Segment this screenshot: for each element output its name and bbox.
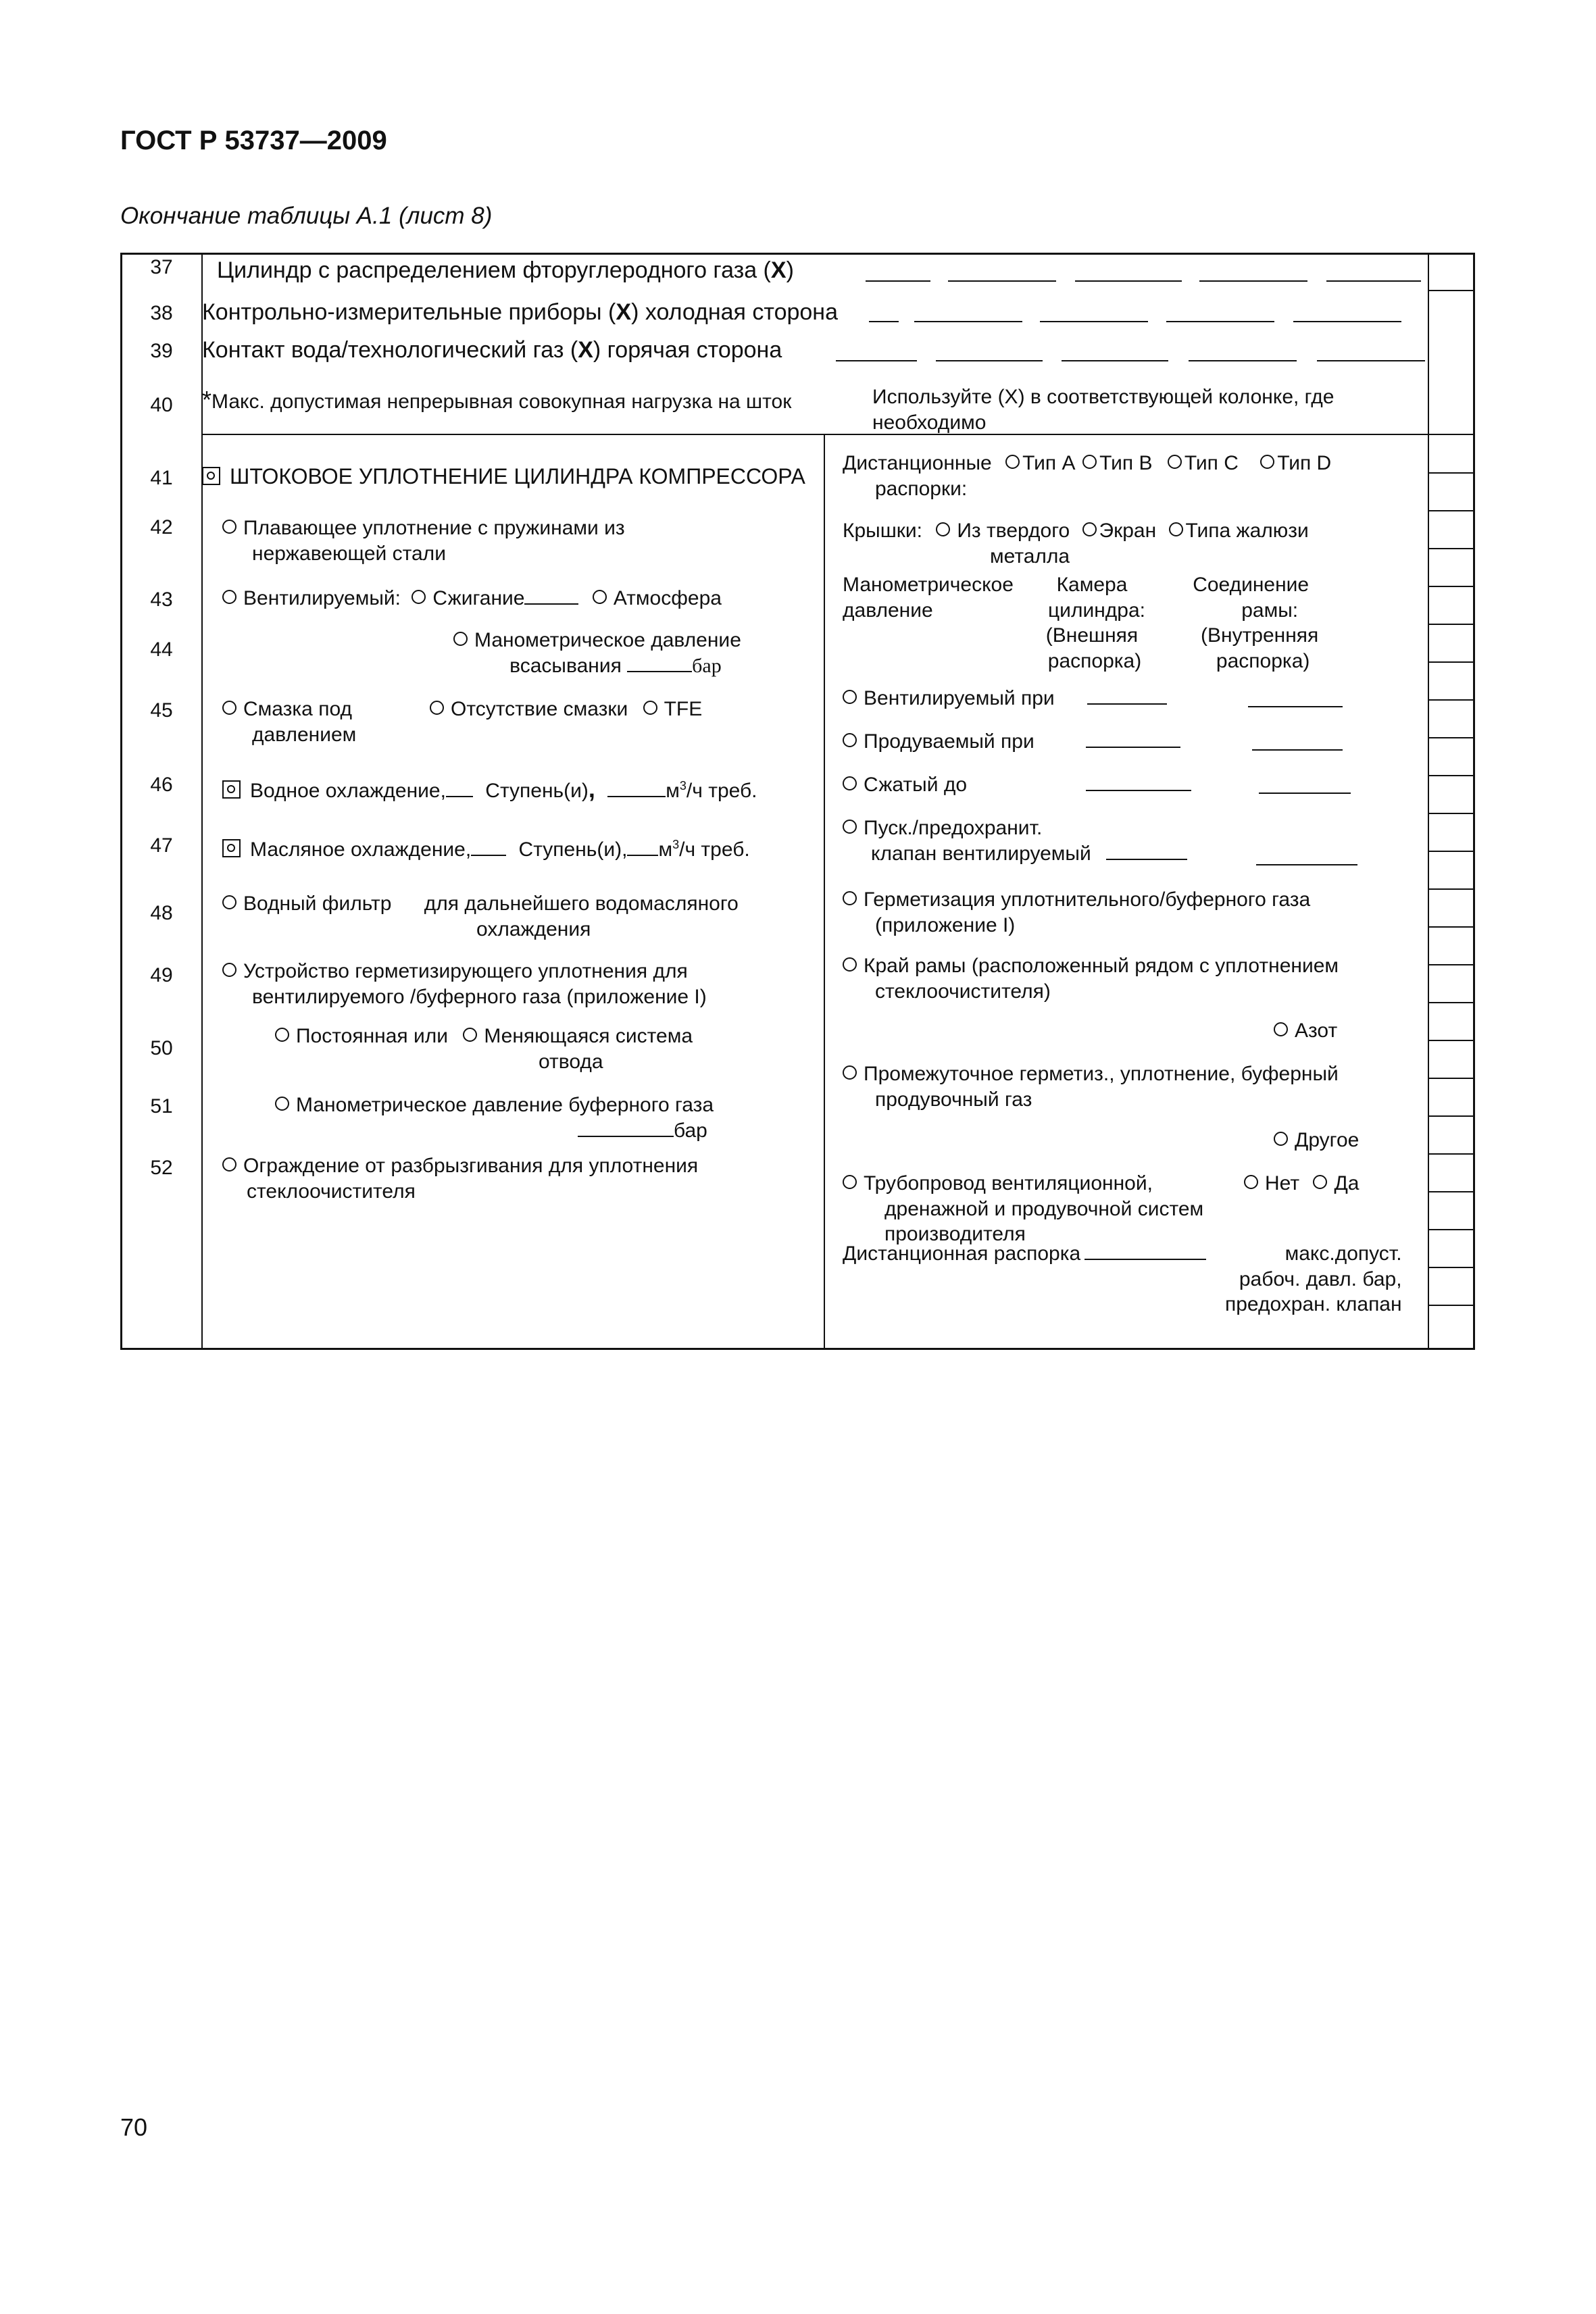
page-number: 70 — [120, 2113, 148, 2141]
piping-line: Трубопровод вентиляционной, дренажной и продувочной систем производителя — [843, 1171, 1203, 1247]
yes-radio[interactable] — [1313, 1175, 1327, 1189]
mark-cell-line — [1428, 1115, 1475, 1117]
row-39-blank[interactable] — [1189, 360, 1297, 361]
row-number: 43 — [150, 588, 173, 611]
purged-at-blank-2[interactable] — [1252, 749, 1343, 751]
relief-valve-blank-2[interactable] — [1256, 864, 1357, 865]
buffer-gas-pressure-radio[interactable] — [275, 1097, 289, 1111]
frame-edge-radio[interactable] — [843, 957, 857, 972]
sealing-device-radio[interactable] — [222, 963, 236, 977]
mark-cell-line — [1428, 1040, 1475, 1041]
mark-cell-line — [1428, 926, 1475, 928]
oil-cooling-checkbox[interactable] — [222, 839, 241, 857]
suction-gauge-option: Манометрическое давление всасывания бар — [453, 628, 741, 678]
row-37-blank[interactable] — [1326, 280, 1421, 282]
no-radio[interactable] — [1244, 1175, 1258, 1189]
row-number: 44 — [150, 638, 173, 661]
piping-radio[interactable] — [843, 1175, 857, 1189]
mark-cell-line — [1428, 510, 1475, 511]
constant-radio[interactable] — [275, 1028, 289, 1042]
row-number: 45 — [150, 699, 173, 722]
covers-line: Крышки: Из твердого Экран Типа жалюзи металла — [843, 520, 1309, 568]
mark-cell-line — [1428, 1191, 1475, 1192]
burn-radio[interactable] — [412, 590, 426, 604]
row-40-left: *Макс. допустимая непрерывная совокупная нагрузка на шток — [202, 386, 792, 413]
mark-cell-line — [1428, 1267, 1475, 1268]
mark-cell-line — [1428, 472, 1475, 474]
row-38-blank[interactable] — [914, 321, 1022, 322]
row-38-blank[interactable] — [1166, 321, 1274, 322]
intermediate-seal-radio[interactable] — [843, 1065, 857, 1080]
mark-cell-line — [1428, 661, 1475, 663]
piping-yes-no: Нет Да — [1244, 1171, 1359, 1197]
row-number: 50 — [150, 1037, 173, 1059]
col-divider-mark — [1428, 255, 1429, 1350]
lube-line: Смазка под давлением — [222, 697, 356, 747]
col-divider-middle — [824, 434, 825, 1350]
row-38-label: Контрольно-измерительные приборы (X) холодная сторона — [202, 299, 838, 325]
lube-radio[interactable] — [222, 701, 236, 715]
water-filter-line: Водный фильтр для дальнейшего водомасляного охлаждения — [222, 891, 739, 942]
floating-seal-option[interactable]: Плавающее уплотнение с пружинами из нержавеющей стали — [222, 515, 625, 566]
louver-radio[interactable] — [1169, 522, 1183, 536]
other-radio[interactable] — [1274, 1132, 1288, 1146]
mark-cell-line — [1428, 548, 1475, 549]
row-number: 48 — [150, 902, 173, 924]
frame-heading: Соединение рамы: (Внутренняя распорка) — [1193, 574, 1319, 672]
mark-cell-line — [1428, 851, 1475, 852]
document-header: ГОСТ Р 53737—2009 — [120, 126, 387, 155]
row-37-blank[interactable] — [1199, 280, 1307, 282]
row-number: 52 — [150, 1157, 173, 1179]
row-39-blank[interactable] — [836, 360, 917, 361]
splash-guard-line: Ограждение от разбрызгивания для уплотнения стеклоочистителя — [222, 1153, 698, 1204]
compressed-to-blank-2[interactable] — [1259, 793, 1351, 794]
distance-pieces-line: Дистанционные Тип A Тип B Тип C Тип D распорки: — [843, 452, 1332, 500]
mark-cell-line — [1428, 737, 1475, 738]
row-39-blank[interactable] — [1317, 360, 1425, 361]
no-lube-option: Отсутствие смазки TFE — [430, 697, 702, 722]
gauge-pressure-heading: Манометрическое давление — [843, 574, 1014, 622]
row-number: 49 — [150, 964, 173, 986]
mark-cell-line — [1428, 775, 1475, 776]
solid-metal-radio[interactable] — [936, 522, 950, 536]
splash-guard-radio[interactable] — [222, 1157, 236, 1172]
gas-seal-line: Герметизация уплотнительного/буферного газа (приложение I) — [843, 887, 1310, 938]
row-number: 40 — [150, 394, 173, 416]
row-number: 51 — [150, 1095, 173, 1117]
purged-at-radio[interactable] — [843, 733, 857, 747]
row-39-blank[interactable] — [936, 360, 1043, 361]
nitrogen-option: Азот — [1274, 1018, 1337, 1044]
intermediate-seal-line: Промежуточное герметиз., уплотнение, буферный продувочный газ — [843, 1061, 1339, 1112]
mark-cell-line — [1428, 813, 1475, 814]
row-38-blank[interactable] — [1293, 321, 1401, 322]
gas-seal-radio[interactable] — [843, 891, 857, 905]
row-number: 39 — [150, 340, 173, 362]
max-pressure-note: макс.допуст. рабоч. давл. бар, предохран. клапан — [1225, 1242, 1402, 1315]
vented-radio[interactable] — [222, 590, 236, 604]
frame-edge-line: Край рамы (расположенный рядом с уплотнением стеклоочистителя) — [843, 953, 1339, 1004]
mark-cell-line — [1428, 1305, 1475, 1306]
buffer-gas-pressure-line: Манометрическое давление буферного газа бар — [275, 1092, 714, 1143]
sealing-device-line: Устройство герметизирующего уплотнения для вентилируемого /буферного газа (приложение I) — [222, 959, 707, 1009]
mark-cell-line — [1428, 888, 1475, 890]
discharge-system-line: Постоянная или Меняющаяся система отвода — [275, 1024, 693, 1074]
nitrogen-radio[interactable] — [1274, 1022, 1288, 1036]
row-40-right: Используйте (X) в соответствующей колонке, где необходимо — [872, 386, 1335, 434]
row-39-label: Контакт вода/технологический газ (X) горячая сторона — [202, 337, 782, 363]
mark-cell-line — [1428, 1153, 1475, 1155]
purged-at-line: Продуваемый при — [843, 729, 1180, 755]
variable-radio[interactable] — [463, 1028, 477, 1042]
row-number: 41 — [150, 467, 173, 489]
water-cooling-line: Водное охлаждение, Ступень(и), $м^3/ч$ треб. — [222, 774, 757, 804]
water-cooling-checkbox[interactable] — [222, 780, 241, 799]
oil-cooling-line: Масляное охлаждение, Ступень(и), $м^3/ч$ треб. — [222, 837, 750, 863]
vented-at-blank-2[interactable] — [1248, 706, 1343, 707]
compressed-to-line: Сжатый до — [843, 772, 1191, 798]
mark-cell-line — [1428, 699, 1475, 701]
spacer-line: Дистанционная распорка — [843, 1241, 1206, 1267]
vented-at-radio[interactable] — [843, 690, 857, 704]
form-table — [120, 253, 1475, 1350]
row-number: 37 — [150, 256, 173, 278]
table-caption: Окончание таблицы А.1 (лист 8) — [120, 203, 493, 229]
row-38-blank[interactable] — [1040, 321, 1148, 322]
water-filter-radio[interactable] — [222, 895, 236, 909]
vented-line: Вентилируемый: Сжигание Атмосфера — [222, 586, 722, 611]
type-b-radio[interactable] — [1082, 455, 1097, 469]
suction-gauge-radio[interactable] — [453, 632, 468, 646]
row-37-label: Цилиндр с распределением фторуглеродного газа (X) — [217, 257, 794, 283]
mark-cell-line — [1428, 1229, 1475, 1230]
row-39-blank[interactable] — [1062, 360, 1168, 361]
floating-seal-radio[interactable] — [222, 520, 236, 534]
row-37-blank[interactable] — [948, 280, 1056, 282]
mark-cell-line — [1428, 1002, 1475, 1003]
no-lube-radio[interactable] — [430, 701, 444, 715]
seal-checkbox[interactable] — [202, 467, 220, 485]
row-38-blank[interactable] — [869, 321, 899, 322]
screen-radio[interactable] — [1082, 522, 1097, 536]
type-d-radio[interactable] — [1260, 455, 1274, 469]
mark-cell-line — [1428, 624, 1475, 625]
seal-title: ШТОКОВОЕ УПЛОТНЕНИЕ ЦИЛИНДРА КОМПРЕССОРА — [202, 463, 805, 490]
row-number: 46 — [150, 774, 173, 796]
atmosphere-radio[interactable] — [593, 590, 607, 604]
tfe-radio[interactable] — [643, 701, 657, 715]
mark-cell-line — [1428, 964, 1475, 965]
row-number: 42 — [150, 516, 173, 538]
type-a-radio[interactable] — [1005, 455, 1020, 469]
chamber-heading: Камера цилиндра: (Внешняя распорка) — [1045, 574, 1145, 672]
mark-cell-line — [1428, 586, 1475, 587]
relief-valve-radio[interactable] — [843, 820, 857, 834]
col-divider-rownum — [201, 255, 203, 1350]
vented-at-line: Вентилируемый при — [843, 686, 1167, 711]
row-number: 38 — [150, 302, 173, 324]
row-37-blank[interactable] — [1075, 280, 1182, 282]
other-option: Другое — [1274, 1128, 1359, 1153]
mark-cell-line — [1428, 1078, 1475, 1079]
relief-valve-line: Пуск./предохранит. клапан вентилируемый — [843, 815, 1187, 866]
mark-cell-line — [1428, 290, 1475, 291]
row-37-blank[interactable] — [866, 280, 930, 282]
row-number: 47 — [150, 834, 173, 857]
compressed-to-radio[interactable] — [843, 776, 857, 790]
type-c-radio[interactable] — [1168, 455, 1182, 469]
